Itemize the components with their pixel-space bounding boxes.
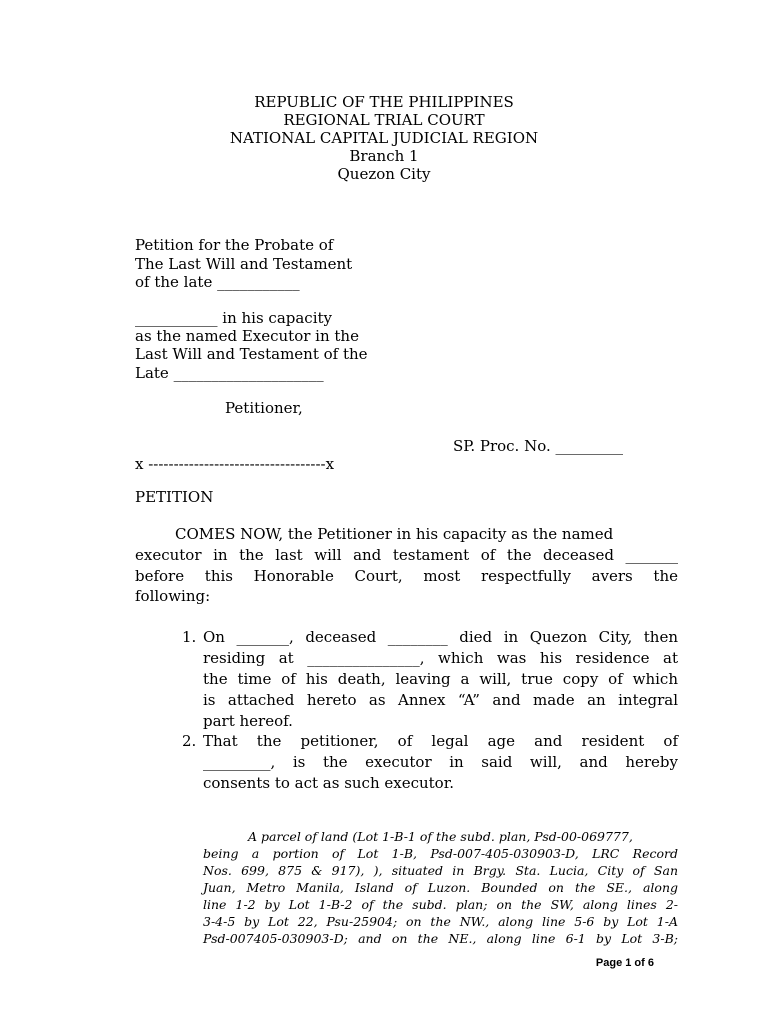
header-republic: REPUBLIC OF THE PHILIPPINES xyxy=(254,93,514,111)
caption-line-2: The Last Will and Testament xyxy=(135,255,353,273)
land-line-5: line 1-2 by Lot 1-B-2 of the subd. plan; on the SW, along lines 2- xyxy=(203,897,678,912)
land-line-3: Nos. 699, 875 & 917), ), situated in Brgy. Sta. Lucia, City of San xyxy=(203,863,678,878)
item-1-line-4: is attached hereto as Annex “A” and made an integral xyxy=(203,691,678,709)
item-1-line-2: residing at _______________, which was his residence at xyxy=(203,649,678,667)
item-number: 1. xyxy=(182,628,197,646)
header-region: NATIONAL CAPITAL JUDICIAL REGION xyxy=(229,129,539,147)
item-2-line-3: consents to act as such executor. xyxy=(203,774,455,792)
item-1-line-5: part hereof. xyxy=(203,712,293,730)
caption-line-4: ___________ in his capacity xyxy=(135,309,333,327)
land-line-4: Juan, Metro Manila, Island of Luzon. Bounded on the SE., along xyxy=(203,880,678,895)
caption-line-7: Late ____________________ xyxy=(135,364,324,382)
header-branch: Branch 1 xyxy=(349,147,419,165)
caption-line-1: Petition for the Probate of xyxy=(135,236,334,254)
petition-title: PETITION xyxy=(135,488,214,506)
caption-line-5: as the named Executor in the xyxy=(135,327,359,345)
land-line-7: Psd-007405-030903-D; and on the NE., along line 6-1 by Lot 3-B; xyxy=(203,931,678,946)
header-city: Quezon City xyxy=(337,165,431,183)
caption-line-6: Last Will and Testament of the xyxy=(135,345,368,363)
item-1-line-1: On _______, deceased ________ died in Quezon City, then xyxy=(203,628,678,646)
page-number-footer xyxy=(596,957,654,969)
intro-line-3: before this Honorable Court, most respectfully avers the xyxy=(135,567,678,585)
caption-line-3: of the late ___________ xyxy=(135,273,300,291)
item-number: 2. xyxy=(182,732,197,750)
land-line-1: A parcel of land (Lot 1-B-1 of the subd. plan, Psd-00-069777, xyxy=(248,829,633,844)
page-current: 1 xyxy=(625,957,632,969)
item-1-line-3: the time of his death, leaving a will, true copy of which xyxy=(203,670,678,688)
intro-line-1: COMES NOW, the Petitioner in his capacity as the named xyxy=(175,525,614,543)
intro-line-4: following: xyxy=(135,587,211,605)
page-of: of xyxy=(631,957,648,969)
petitioner-label: Petitioner, xyxy=(225,399,303,417)
intro-line-2: executor in the last will and testament of the deceased _______ xyxy=(135,546,678,564)
page-label: Page xyxy=(595,957,626,969)
item-2-line-1: That the petitioner, of legal age and resident of xyxy=(203,732,678,750)
item-2-line-2: _________, is the executor in said will, and hereby xyxy=(203,753,678,771)
land-line-6: 3-4-5 by Lot 22, Psu-25904; on the NW., along line 5-6 by Lot 1-A xyxy=(203,914,678,929)
page-total: 6 xyxy=(647,957,654,969)
land-line-2: being a portion of Lot 1-B, Psd-007-405-030903-D, LRC Record xyxy=(203,846,678,861)
case-number: SP. Proc. No. _________ xyxy=(453,437,624,455)
header-court: REGIONAL TRIAL COURT xyxy=(283,111,485,129)
caption-divider: x -----------------------------------x xyxy=(135,455,335,473)
